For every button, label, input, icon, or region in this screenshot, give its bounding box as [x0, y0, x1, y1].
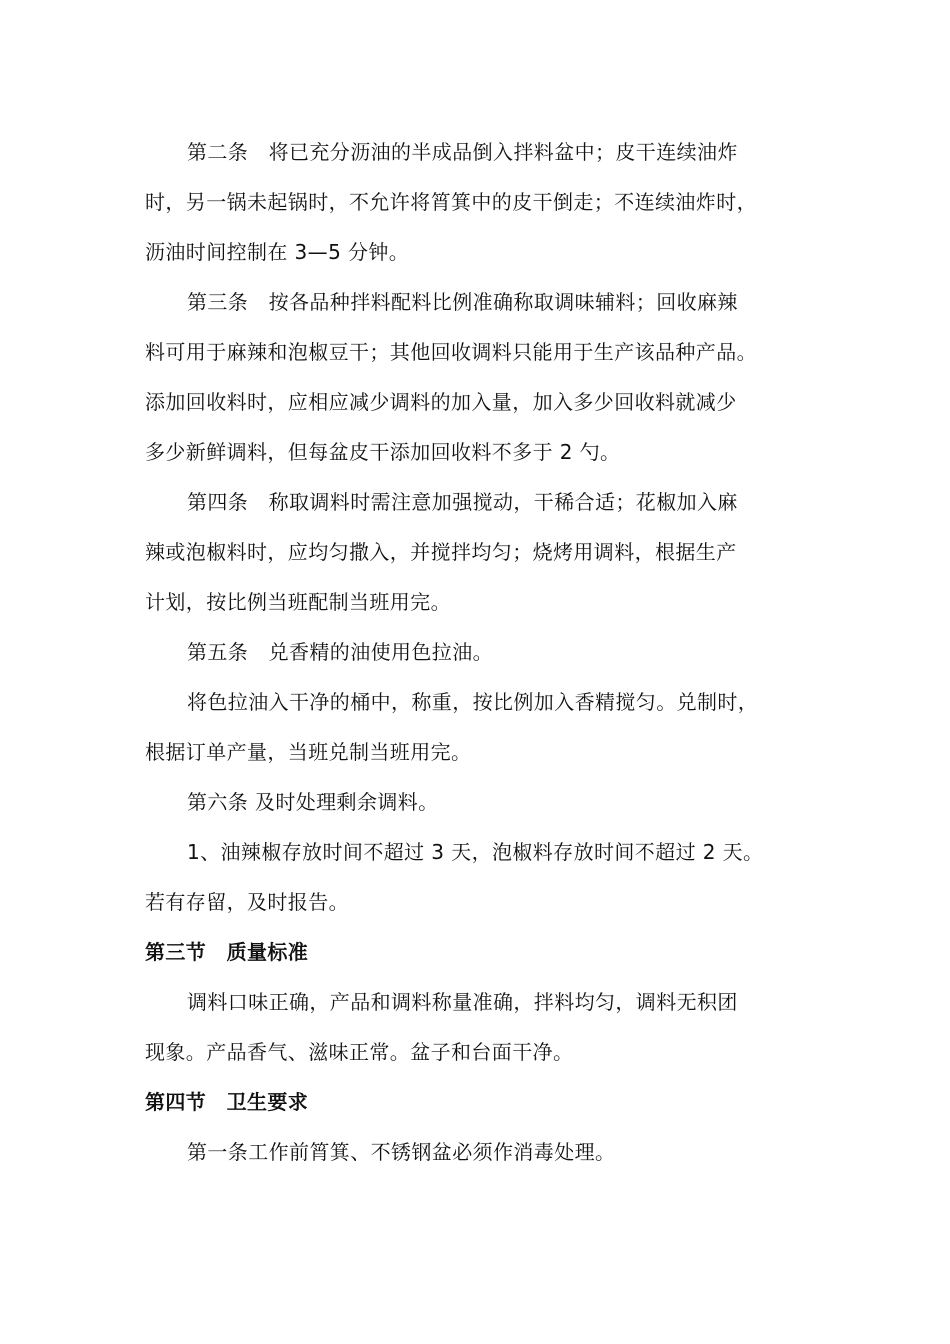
article-6-item-1-line-1: 1、油辣椒存放时间不超过 3 天，泡椒料存放时间不超过 2 天。 [187, 840, 764, 864]
article-6-item-1-line-2: 若有存留，及时报告。 [145, 890, 349, 914]
article-3-line-1: 第三条 按各品种拌料配料比例准确称取调味辅料；回收麻辣 [187, 290, 738, 314]
section-4-heading: 第四节 卫生要求 [145, 1090, 309, 1114]
article-2-line-1: 第二条 将已充分沥油的半成品倒入拌料盆中；皮干连续油炸 [187, 140, 738, 164]
article-4-line-2: 辣或泡椒料时，应均匀撒入，并搅拌均匀；烧烤用调料，根据生产 [145, 540, 737, 564]
article-2-line-3: 沥油时间控制在 3—5 分钟。 [145, 240, 410, 264]
article-3-line-2: 料可用于麻辣和泡椒豆干；其他回收调料只能用于生产该品种产品。 [145, 340, 757, 364]
article-4-line-3: 计划，按比例当班配制当班用完。 [145, 590, 451, 614]
article-5-line-1: 第五条 兑香精的油使用色拉油。 [187, 640, 493, 664]
article-3-line-4: 多少新鲜调料，但每盆皮干添加回收料不多于 2 勺。 [145, 440, 621, 464]
section-3-line-2: 现象。产品香气、滋味正常。盆子和台面干净。 [145, 1040, 574, 1064]
article-4-line-1: 第四条 称取调料时需注意加强搅动，干稀合适；花椒加入麻 [187, 490, 738, 514]
section-3-line-1: 调料口味正确，产品和调料称量准确，拌料均匀，调料无积团 [187, 990, 738, 1014]
section-3-heading: 第三节 质量标准 [145, 940, 309, 964]
article-3-line-3: 添加回收料时，应相应减少调料的加入量，加入多少回收料就减少 [145, 390, 737, 414]
document-body [145, 127, 810, 1177]
article-5-detail-line-2: 根据订单产量，当班兑制当班用完。 [145, 740, 472, 764]
article-5-detail-line-1: 将色拉油入干净的桶中，称重，按比例加入香精搅匀。兑制时， [187, 690, 759, 714]
section-4-article-1: 第一条工作前筲箕、不锈钢盆必须作消毒处理。 [187, 1140, 616, 1164]
article-6-line-1: 第六条 及时处理剩余调料。 [187, 790, 439, 814]
article-2-line-2: 时，另一锅未起锅时，不允许将筲箕中的皮干倒走；不连续油炸时， [145, 190, 757, 214]
